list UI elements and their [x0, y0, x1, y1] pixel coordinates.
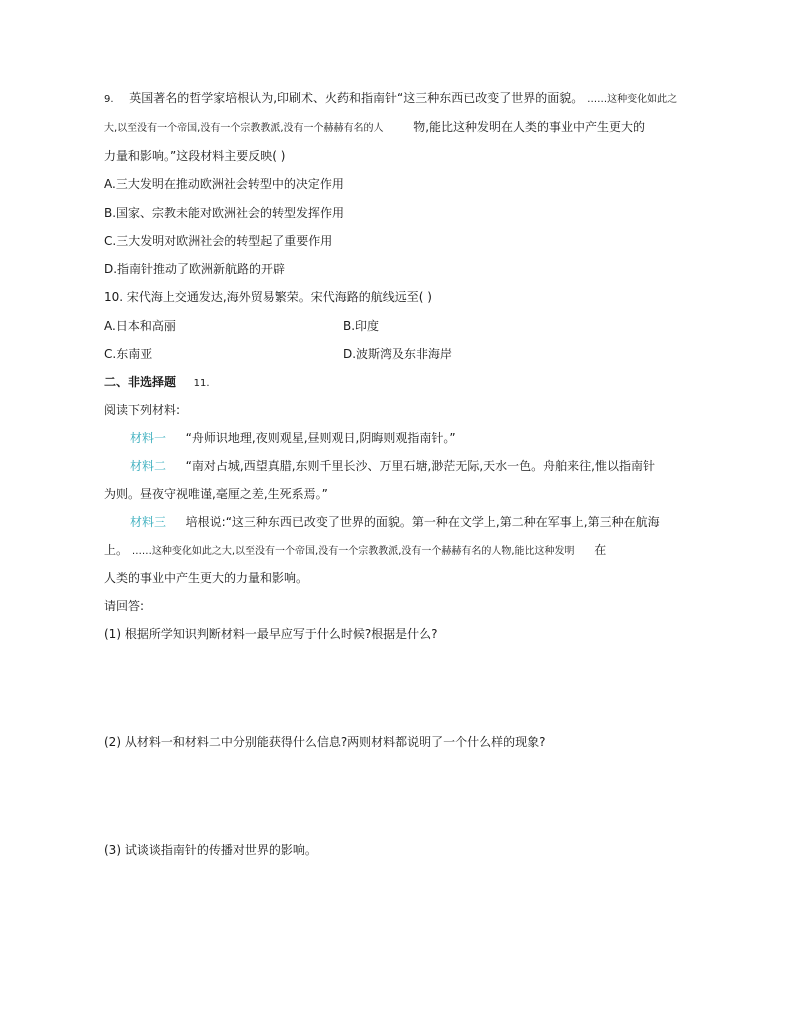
- q9-number: 9.: [104, 94, 114, 105]
- q11-intro: 阅读下列材料:: [104, 403, 181, 417]
- q9-option-d: D.指南针推动了欧洲新航路的开辟: [104, 262, 286, 276]
- material-1-tag: 材料一: [130, 431, 167, 445]
- q11-material-2-line-1: [130, 458, 655, 474]
- q9-line-1: [104, 90, 677, 108]
- q10-option-c: C.东南亚: [104, 347, 153, 361]
- section-2-heading: [104, 374, 210, 392]
- material-1-text: “舟师识地理,夜则观星,昼则观日,阴晦则观指南针。”: [185, 431, 456, 445]
- q9-option-b: B.国家、宗教未能对欧洲社会的转型发挥作用: [104, 206, 345, 220]
- material-2-text-2: 为则。昼夜守视唯谨,毫厘之差,生死系焉。”: [104, 487, 328, 501]
- material-3-text-2a: 上。: [104, 543, 129, 557]
- q10-options-row-2: [104, 346, 453, 362]
- section-2-title: 二、非选择题: [104, 375, 177, 389]
- q9-option-c: C.三大发明对欧洲社会的转型起了重要作用: [104, 234, 333, 248]
- q9-stem-part-1b: ……这种变化如此之: [587, 94, 678, 105]
- sub-question-3: (3) 试谈谈指南针的传播对世界的影响。: [104, 843, 317, 857]
- material-2-tag: 材料二: [130, 459, 167, 473]
- sub-question-1: (1) 根据所学知识判断材料一最早应写于什么时候?根据是什么?: [104, 627, 438, 641]
- material-3-text-2b: ……这种变化如此之大,以至没有一个帝国,没有一个宗教教派,没有一个赫赫有名的人物,能比这种发明: [131, 546, 575, 557]
- q9-stem-part-2: 大,以至没有一个帝国,没有一个宗教教派,没有一个赫赫有名的人: [104, 123, 384, 134]
- sub-question-2: (2) 从材料一和材料二中分别能获得什么信息?两则材料都说明了一个什么样的现象?: [104, 735, 546, 749]
- q9-line-2: [104, 119, 645, 137]
- q11-material-3-line-1: [130, 514, 660, 530]
- q10-stem: 10. 宋代海上交通发达,海外贸易繁荣。宋代海路的航线远至( ): [104, 290, 432, 304]
- q10-option-a: A.日本和高丽: [104, 319, 176, 333]
- q11-number: 11.: [193, 378, 210, 389]
- q11-material-3-line-2: [104, 542, 606, 560]
- q9-stem-part-2b: 物,能比这种发明在人类的事业中产生更大的: [413, 120, 646, 134]
- q10-option-b: B.印度: [343, 319, 380, 333]
- q9-line-3: 力量和影响。”这段材料主要反映( ): [104, 149, 286, 163]
- material-3-text-1: 培根说:“这三种东西已改变了世界的面貌。第一种在文学上,第二种在军事上,第三种在航海: [185, 515, 660, 529]
- q10-options-row-1: [104, 318, 380, 334]
- q11-material-1: [130, 430, 456, 446]
- q10-option-d: D.波斯湾及东非海岸: [343, 347, 453, 361]
- q9-option-a: A.三大发明在推动欧洲社会转型中的决定作用: [104, 177, 344, 191]
- q9-stem-part-1: 英国著名的哲学家培根认为,印刷术、火药和指南针“这三种东西已改变了世界的面貌。: [129, 91, 584, 105]
- answer-prompt: 请回答:: [104, 599, 145, 613]
- material-3-text-2c: 在: [594, 543, 607, 557]
- material-3-tag: 材料三: [130, 515, 167, 529]
- material-3-text-3: 人类的事业中产生更大的力量和影响。: [104, 571, 309, 585]
- material-2-text-1: “南对占城,西望真腊,东则千里长沙、万里石塘,渺茫无际,天水一色。舟舶来往,惟以指南针: [185, 459, 655, 473]
